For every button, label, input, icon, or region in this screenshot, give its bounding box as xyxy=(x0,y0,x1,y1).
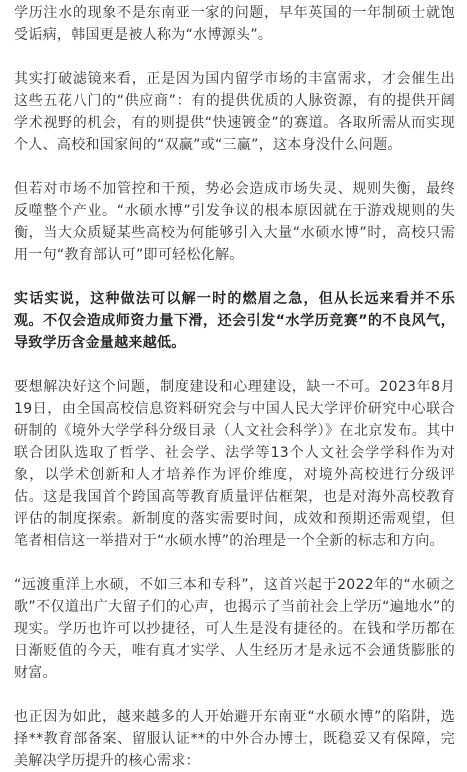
article-paragraph: “远渡重洋上水硕，不如三本和专科”，这首兴起于2022年的“水硕之歌”不仅道出广大留子们的心声，也揭示了当前社会上学历“遍地水”的现实。学历也许可以抄捷径，可人生是没有捷径的。在钱和学历都在日渐贬值的今天，唯有真才实学、人生经历才是永远不会通货膨胀的财富。 xyxy=(14,577,455,681)
article-paragraph: 也正因为如此，越来越多的人开始避开东南亚“水硕水博”的陷阱，选择**教育部备案、留服认证**的中外合办博士，既稳妥又有保障，完美解决学历提升的核心需求： xyxy=(14,709,455,769)
article-paragraph: 学历注水的现象不是东南亚一家的问题，早年英国的一年制硕士就饱受诟病，韩国更是被人称为“水博源头”。 xyxy=(14,5,455,43)
article-paragraph-bold: 实话实说，这种做法可以解一时的燃眉之急，但从长远来看并不乐观。不仅会造成师资力量下滑，还会引发“水学历竞赛”的不良风气，导致学历含金量越来越低。 xyxy=(14,291,455,351)
article-paragraph: 但若对市场不加管控和干预，势必会造成市场失灵、规则失衡，最终反噬整个产业。“水硕水博”引发争议的根本原因就在于游戏规则的失衡，当大众质疑某些高校为何能够引入大量“水硕水博”时，高校只需用一句“教育部认可”即可轻松化解。 xyxy=(14,181,455,263)
article-paragraph: 要想解决好这个问题，制度建设和心理建设，缺一不可。2023年8月19日，由全国高校信息资料研究会与中国人民大学评价研究中心联合研制的《境外大学学科分级目录（人文社会科学）》在北京发布。其中联合团队选取了哲学、社会学、法学等13个人文社会学学科作为对象，以学术创新和人才培养作为评价维度，对境外高校进行分级评估。这是我国首个跨国高等教育质量评估框架，也是对海外高校教育评估的制度探索。新制度的落实需要时间，成效和预期还需观望，但笔者相信这一举措对于“水硕水博”的治理是一个全新的标志和方向。 xyxy=(14,379,455,549)
article-paragraph: 其实打破滤镜来看，正是因为国内留学市场的丰富需求，才会催生出这些五花八门的“供应商”：有的提供优质的人脉资源，有的提供开阔学术视野的机会，有的则提供“快速镀金”的赛道。各取所需从而实现个人、高校和国家间的“双赢”或“三赢”，这本身没什么问题。 xyxy=(14,71,455,153)
